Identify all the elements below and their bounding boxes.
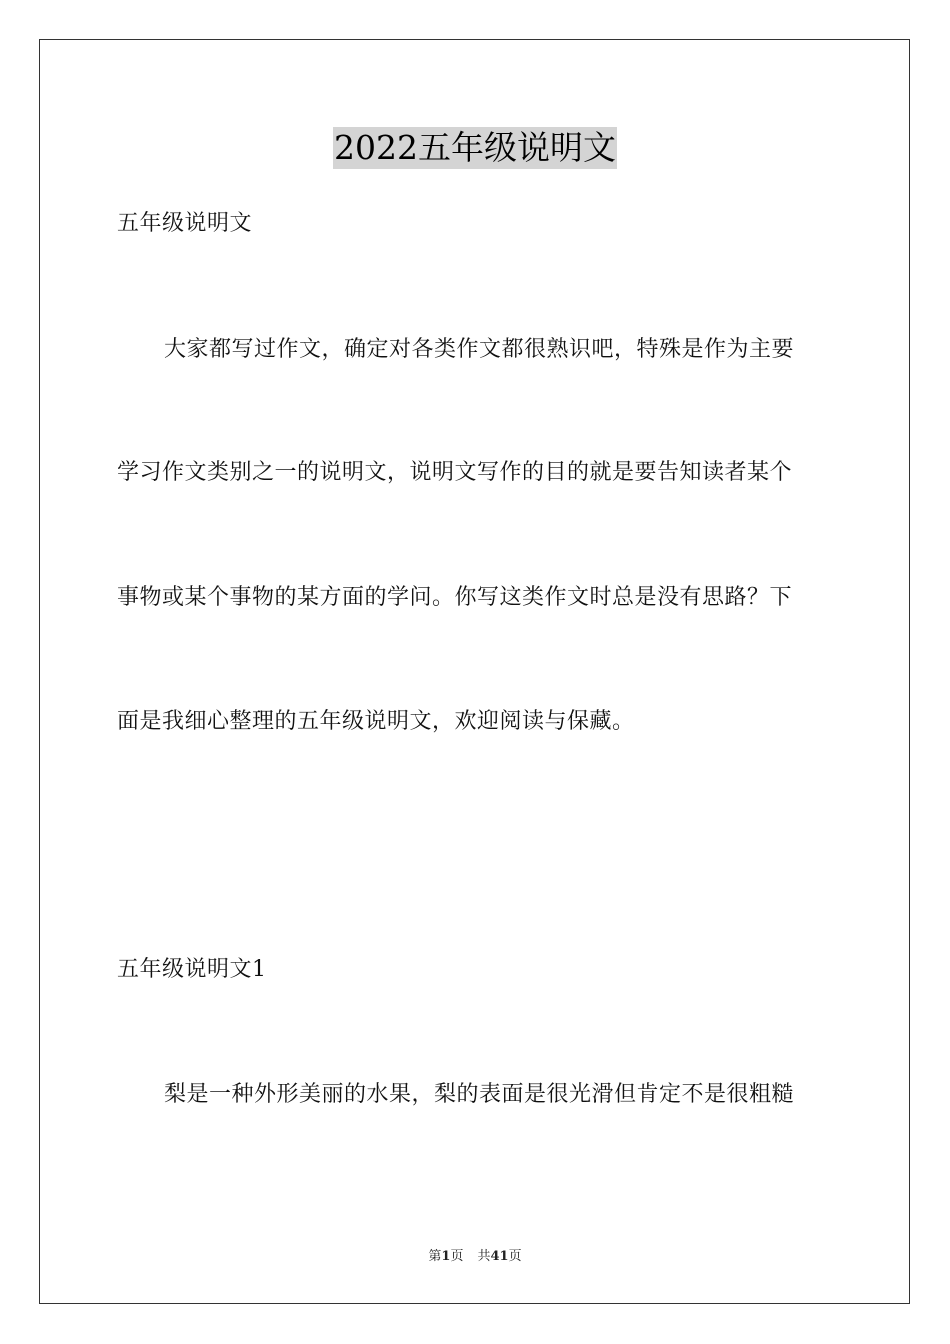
total-label-prefix: 共: [477, 1249, 491, 1264]
section-heading-1: 五年级说明文1: [117, 957, 267, 982]
body-paragraph-line: 面是我细心整理的五年级说明文，欢迎阅读与保藏。: [117, 709, 635, 734]
section-heading-intro: 五年级说明文: [117, 211, 253, 236]
body-paragraph-line: 事物或某个事物的某方面的学问。你写这类作文时总是没有思路？下: [117, 585, 793, 610]
page-footer: [0, 1248, 950, 1266]
body-paragraph-line: 学习作文类别之一的说明文，说明文写作的目的就是要告知读者某个: [117, 460, 793, 485]
page-total-number: 41: [490, 1249, 509, 1264]
document-title: 2022五年级说明文: [334, 128, 616, 167]
page-label-suffix: 页: [450, 1249, 464, 1264]
title-container: [0, 127, 950, 169]
body-paragraph-line: 大家都写过作文，确定对各类作文都很熟识吧，特殊是作为主要: [164, 337, 795, 362]
body-paragraph-line: 梨是一种外形美丽的水果，梨的表面是很光滑但肯定不是很粗糙: [164, 1082, 795, 1107]
page-label-prefix: 第: [428, 1249, 442, 1264]
page-current-number: 1: [441, 1249, 451, 1264]
total-label-suffix: 页: [508, 1249, 522, 1264]
